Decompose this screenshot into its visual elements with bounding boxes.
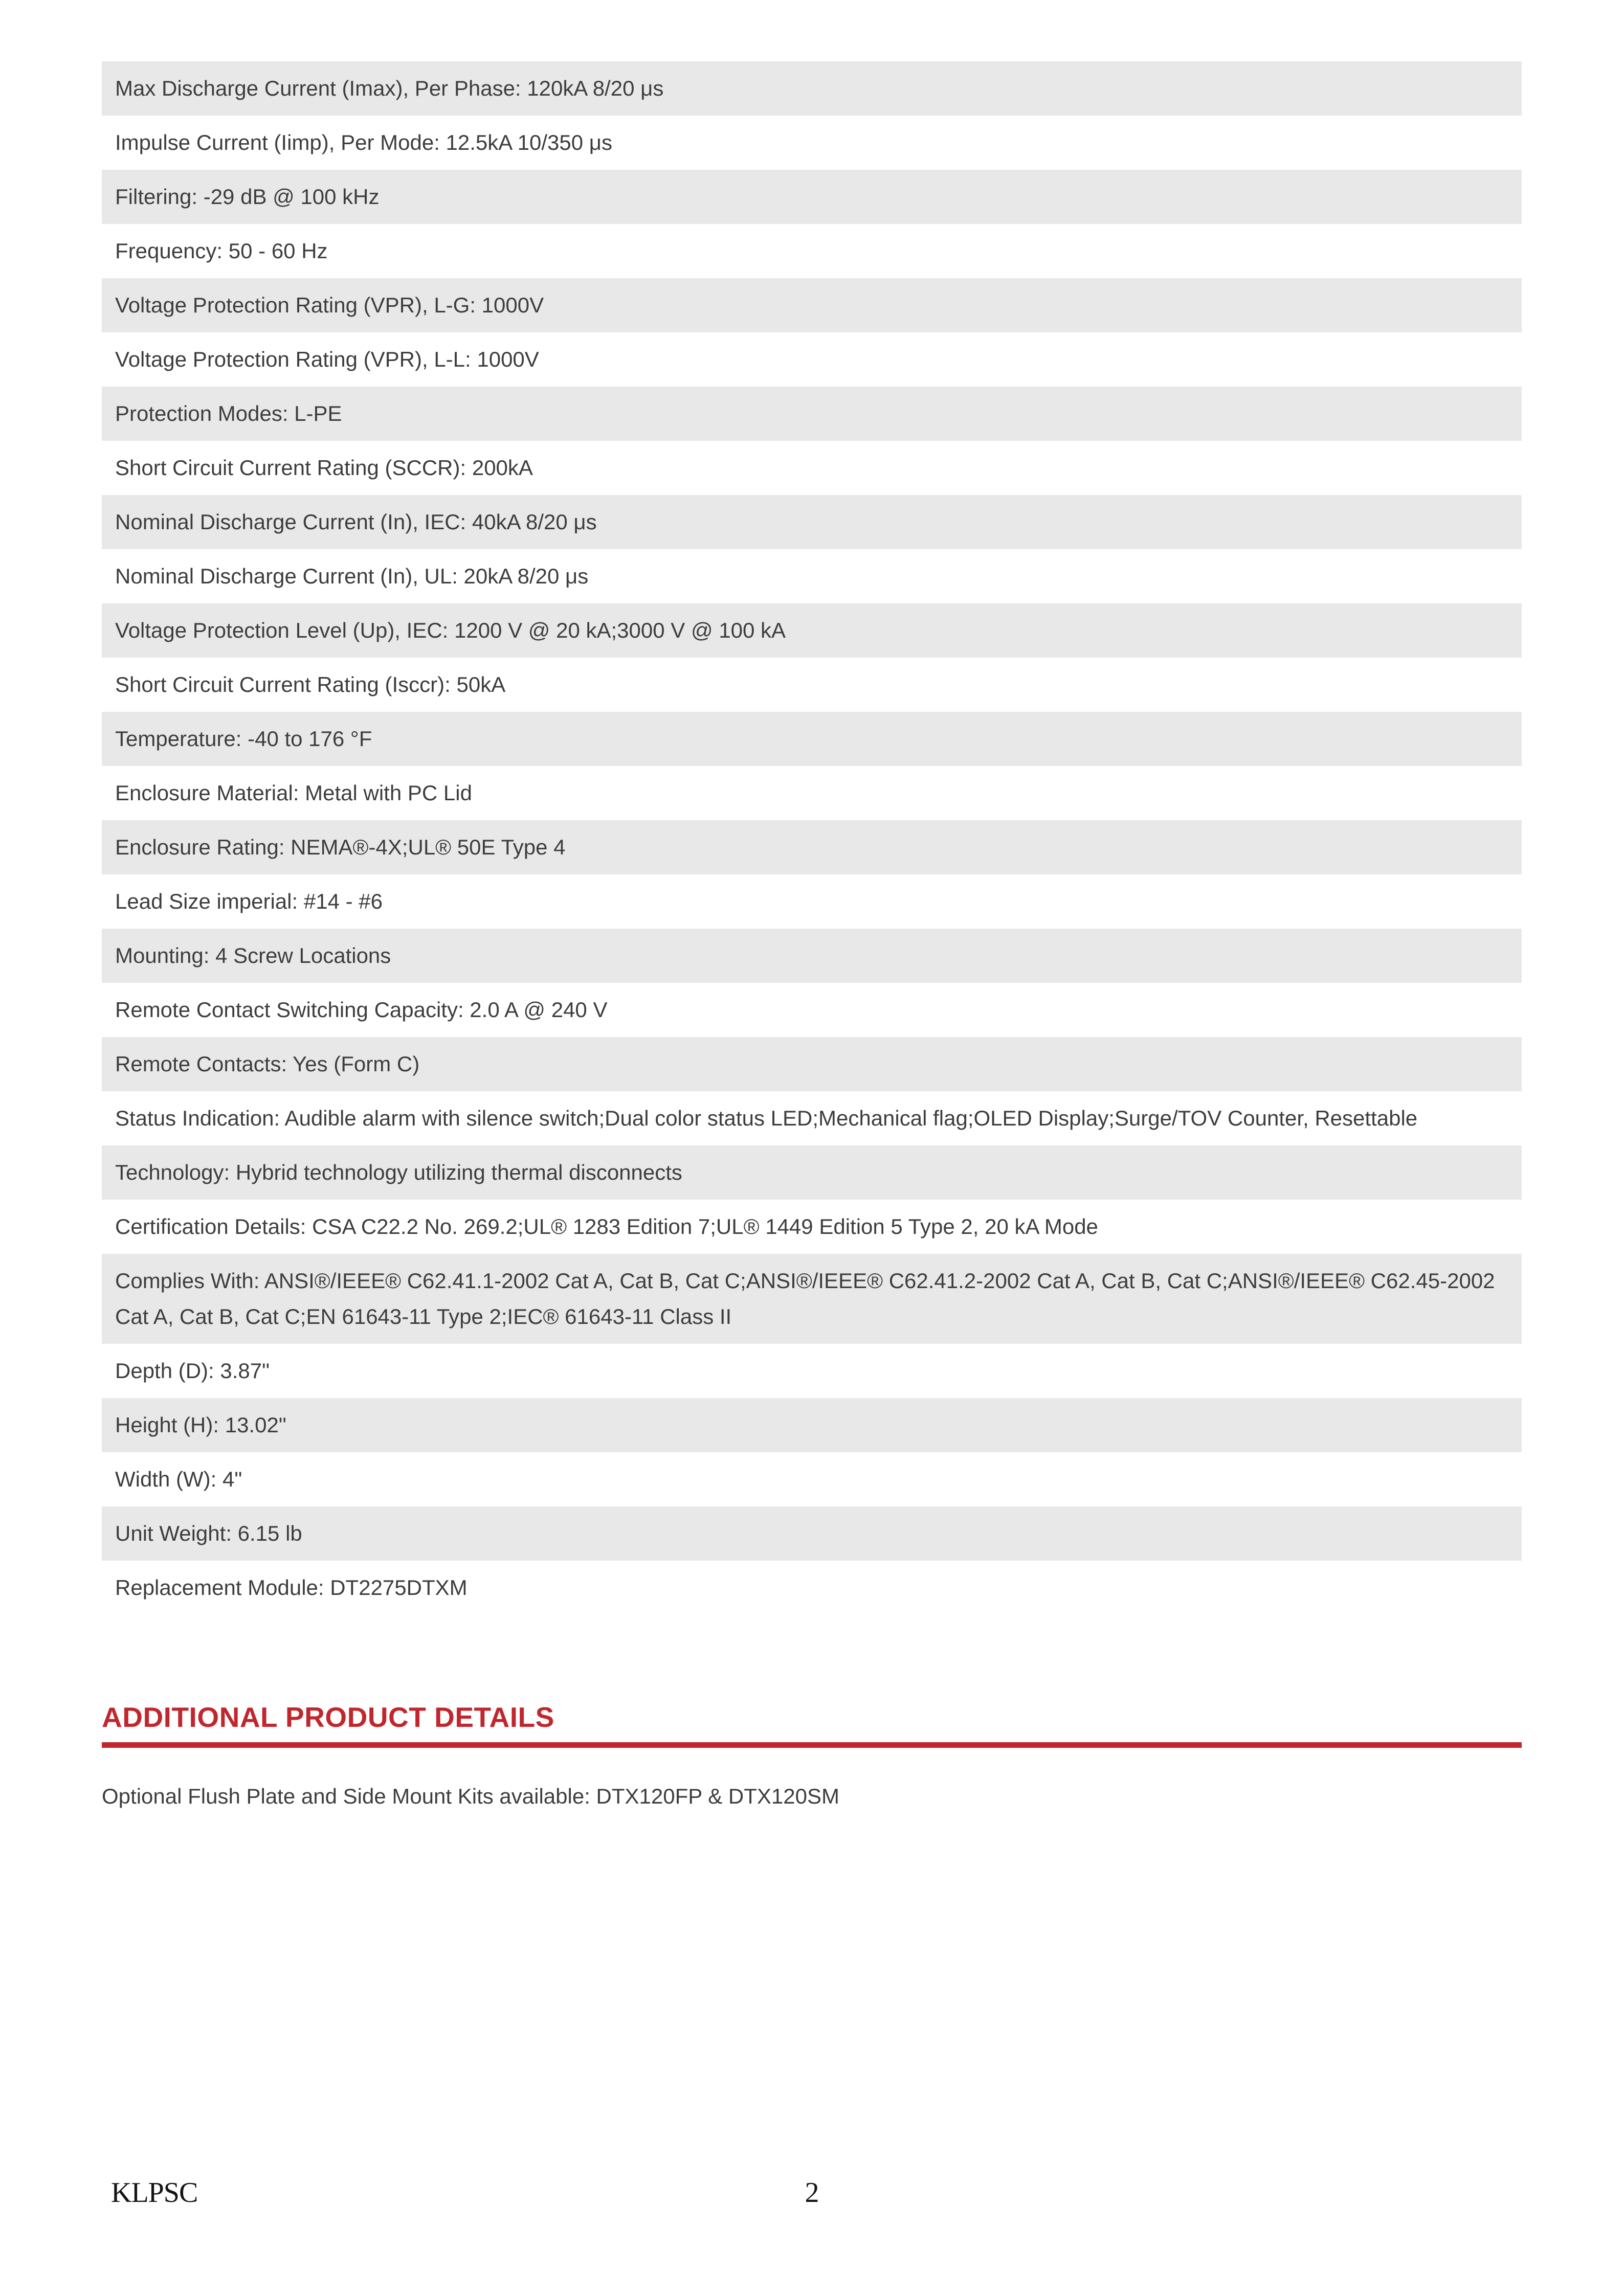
spec-row: Voltage Protection Level (Up), IEC: 1200 V @ 20 kA;3000 V @ 100 kA — [102, 603, 1522, 658]
section-heading: ADDITIONAL PRODUCT DETAILS — [102, 1701, 554, 1733]
spec-row: Technology: Hybrid technology utilizing thermal disconnects — [102, 1145, 1522, 1200]
spec-row: Nominal Discharge Current (In), UL: 20kA 8/20 μs — [115, 564, 589, 588]
spec-row: Height (H): 13.02" — [102, 1398, 1522, 1452]
spec-row: Short Circuit Current Rating (SCCR): 200kA — [115, 456, 533, 480]
page-content — [102, 61, 1522, 1814]
spec-row: Voltage Protection Rating (VPR), L-G: 1000V — [102, 278, 1522, 332]
spec-row: Status Indication: Audible alarm with silence switch;Dual color status LED;Mechanical flag;OLED Display;Surge/TOV Counter, Resettable — [115, 1106, 1418, 1130]
spec-row: Voltage Protection Rating (VPR), L-L: 1000V — [115, 347, 539, 371]
spec-row: Temperature: -40 to 176 °F — [102, 712, 1522, 766]
spec-row: Enclosure Material: Metal with PC Lid — [115, 781, 472, 805]
spec-row: Complies With: ANSI®/IEEE® C62.41.1-2002 Cat A, Cat B, Cat C;ANSI®/IEEE® C62.41.2-2002 Cat A, Cat B, Cat C;ANSI®/IEEE® C62.45-2002 Cat A, Cat B, Cat C;EN 61643-11 Type 2;IEC® 61643-11 Class II — [102, 1254, 1522, 1344]
footer-brand: KLPSC — [111, 2177, 198, 2209]
spec-row: Protection Modes: L-PE — [102, 387, 1522, 441]
spec-list — [102, 61, 1522, 1615]
spec-row: Replacement Module: DT2275DTXM — [115, 1575, 468, 1600]
spec-row: Enclosure Rating: NEMA®-4X;UL® 50E Type 4 — [102, 820, 1522, 874]
spec-row: Lead Size imperial: #14 - #6 — [115, 889, 383, 913]
spec-row: Impulse Current (Iimp), Per Mode: 12.5kA 10/350 μs — [115, 130, 612, 154]
spec-row: Filtering: -29 dB @ 100 kHz — [102, 170, 1522, 224]
spec-row: Max Discharge Current (Imax), Per Phase: 120kA 8/20 μs — [102, 61, 1522, 116]
page-number: 2 — [805, 2177, 819, 2209]
spec-row: Depth (D): 3.87" — [115, 1359, 270, 1383]
section-rule — [102, 1742, 1522, 1748]
additional-details-text: Optional Flush Plate and Side Mount Kits available: DTX120FP & DTX120SM — [102, 1784, 839, 1808]
spec-row: Width (W): 4" — [115, 1467, 242, 1491]
spec-row: Certification Details: CSA C22.2 No. 269.2;UL® 1283 Edition 7;UL® 1449 Edition 5 Type 2, 20 kA Mode — [115, 1214, 1098, 1239]
spec-row: Mounting: 4 Screw Locations — [102, 929, 1522, 983]
spec-row: Unit Weight: 6.15 lb — [102, 1506, 1522, 1561]
spec-row: Remote Contacts: Yes (Form C) — [102, 1037, 1522, 1091]
spec-row: Remote Contact Switching Capacity: 2.0 A @ 240 V — [115, 998, 608, 1022]
spec-row: Nominal Discharge Current (In), IEC: 40kA 8/20 μs — [102, 495, 1522, 549]
spec-row: Short Circuit Current Rating (Isccr): 50kA — [115, 672, 506, 696]
additional-details-section — [102, 1701, 1522, 1814]
spec-row: Frequency: 50 - 60 Hz — [115, 239, 328, 263]
